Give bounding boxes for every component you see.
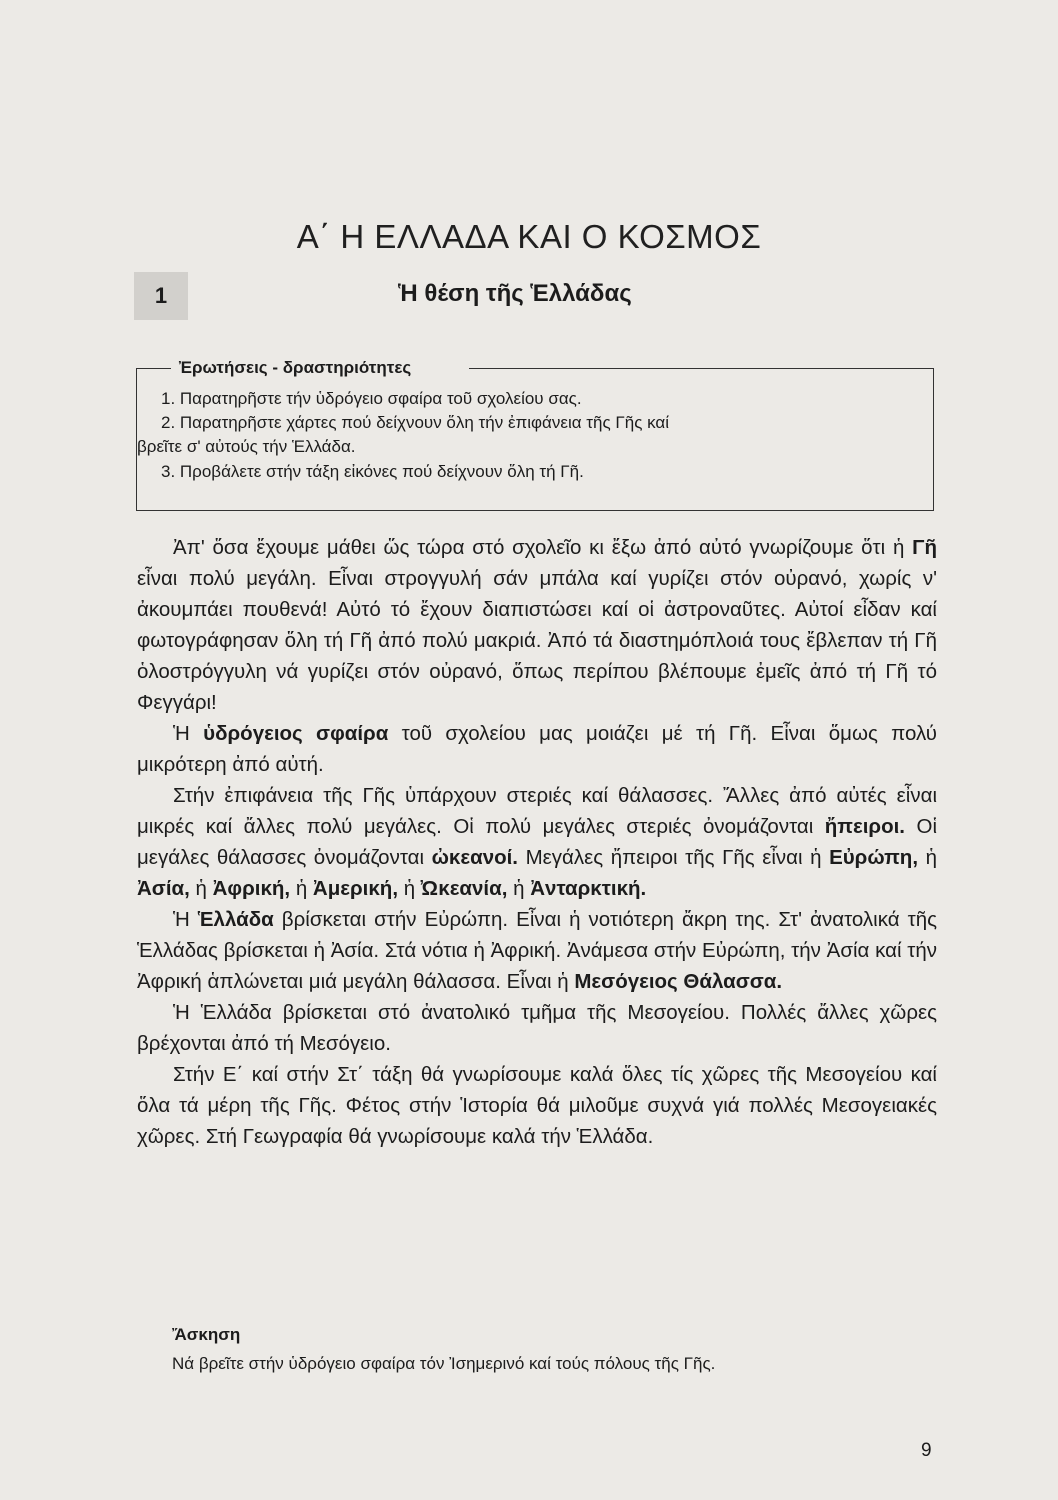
key-term: Γῆ [912, 536, 937, 559]
body-text-run: Μεγάλες ἤπειροι τῆς Γῆς εἶναι ἡ [518, 846, 830, 869]
questions-heading: Ἐρωτήσεις - δραστηριότητες [175, 358, 415, 378]
body-text-run: Ἀπ' ὅσα ἔχουμε μάθει ὥς τώρα στό σχολεῖο κι ἔξω ἀπό αὐτό γνωρίζουμε ὅτι ἡ [173, 536, 913, 559]
lesson-number: 1 [134, 272, 188, 320]
body-text-run: ἡ [507, 877, 531, 900]
key-term: Ἀφρική, [212, 877, 291, 900]
body-text-run: ἡ [290, 877, 313, 900]
questions-box-top-rule-left [137, 368, 171, 369]
body-paragraph: Ἡ Ἑλλάδα βρίσκεται στό ἀνατολικό τμῆμα τῆς Μεσογείου. Πολλές ἄλλες χῶρες βρέχονται ἀπό τή Μεσόγειο. [137, 1001, 937, 1055]
body-text-run: βρίσκεται στήν Εὐρώπη. Εἶναι ἡ νοτιότερη ἄκρη της. Στ' ἀνατολικά τῆς Ἑλλάδας βρίσκεται ἡ Ἀσία. Στά νότια ἡ Ἀφρική. Ἀνάμεσα στήν Εὐρώπη, τήν Ἀσία καί τήν Ἀφρική ἁπλώνεται μιά μεγάλη θάλασσα. Εἶναι ἡ [137, 908, 937, 993]
body-text-run: Ἡ [173, 908, 198, 931]
exercise-text: Νά βρεῖτε στήν ὑδρόγειο σφαίρα τόν Ἰσημερινό καί τούς πόλους τῆς Γῆς. [172, 1354, 716, 1373]
question-item: 2. Παρατηρῆστε χάρτες πού δείχνουν ὅλη τήν ἐπιφάνεια τῆς Γῆς καί [161, 413, 670, 432]
key-term: ὠκεανοί. [431, 846, 519, 869]
body-paragraph [137, 532, 937, 718]
key-term: Εὐρώπη, [829, 846, 919, 869]
body-text-run: Οἱ μεγάλες θάλασσες ὀνομάζονται [137, 815, 937, 869]
key-term: Ἀμερική, [312, 877, 399, 900]
exercise-title: Ἄσκηση [172, 1325, 241, 1344]
body-text-run: ἡ [189, 877, 213, 900]
body-text-run: ἡ [398, 877, 421, 900]
key-term: Μεσόγειος Θάλασσα. [574, 970, 783, 993]
lesson-title: Ἡ θέση τῆς Ἑλλάδας [398, 280, 632, 307]
body-paragraph: Στήν Ε΄ καί στήν Στ΄ τάξη θά γνωρίσουμε καλά ὅλες τίς χῶρες τῆς Μεσογείου καί ὅλα τά μέρη τῆς Γῆς. Φέτος στήν Ἱστορία θά μιλοῦμε συχνά γιά πολλές Μεσογειακές χῶρες. Στή Γεωγραφία θά γνωρίσουμε καλά τήν Ἑλλάδα. [137, 1063, 937, 1148]
question-item: 1. Παρατηρῆστε τήν ὑδρόγειο σφαίρα τοῦ σχολείου σας. [161, 389, 582, 408]
body-text-run: Στήν ἐπιφάνεια τῆς Γῆς ὑπάρχουν στεριές καί θάλασσες. Ἄλλες ἀπό αὐτές εἶναι μικρές καί ἄλλες πολύ μεγάλες. Οἱ πολύ μεγάλες στεριές ὀνομάζονται [137, 784, 937, 838]
questions-box-top-rule-right [469, 368, 933, 369]
body-paragraph [137, 904, 937, 997]
key-term: ὑδρόγειος σφαίρα [203, 722, 389, 745]
key-term: ἤπειροι. [824, 815, 906, 838]
question-item: 3. Προβάλετε στήν τάξη εἰκόνες πού δείχνουν ὅλη τή Γῆ. [161, 462, 584, 481]
key-term: Ἑλλάδα [197, 908, 274, 931]
body-text-run: εἶναι πολύ μεγάλη. Εἶναι στρογγυλή σάν μπάλα καί γυρίζει στόν οὐρανό, χωρίς ν' ἀκουμπάει πουθενά! Αὐτό τό ἔχουν διαπιστώσει καί οἱ ἀστροναῦτες. Αὐτοί εἶδαν καί φωτογράφησαν ὅλη τή Γῆ ἀπό πολύ μακριά. Ἀπό τά διαστημόπλοιά τους ἔβλεπαν τή Γῆ ὁλοστρόγγυλη νά γυρίζει στόν οὐρανό, ὅπως περίπου βλέπουμε ἐμεῖς ἀπό τή Γῆ τό Φεγγάρι! [137, 567, 937, 714]
body-text-run: Ἡ [173, 722, 204, 745]
body-text-run: ἡ [918, 846, 937, 869]
key-term: Ἀνταρκτική. [530, 877, 647, 900]
body-paragraph [137, 780, 937, 904]
body-paragraph [137, 718, 937, 780]
key-term: Ὠκεανία, [420, 877, 508, 900]
questions-box [136, 358, 934, 511]
page-number: 9 [921, 1440, 932, 1461]
body-text-run: τοῦ σχολείου μας μοιάζει μέ τή Γῆ. Εἶναι ὅμως πολύ μικρότερη ἀπό αὐτή. [137, 722, 937, 776]
chapter-title: Α΄ Η ΕΛΛΑΔΑ ΚΑΙ Ο ΚΟΣΜΟΣ [296, 218, 762, 255]
key-term: Ἀσία, [137, 877, 190, 900]
lesson-body [137, 532, 937, 1152]
question-item-continued: βρεῖτε σ' αὐτούς τήν Ἑλλάδα. [137, 437, 356, 456]
